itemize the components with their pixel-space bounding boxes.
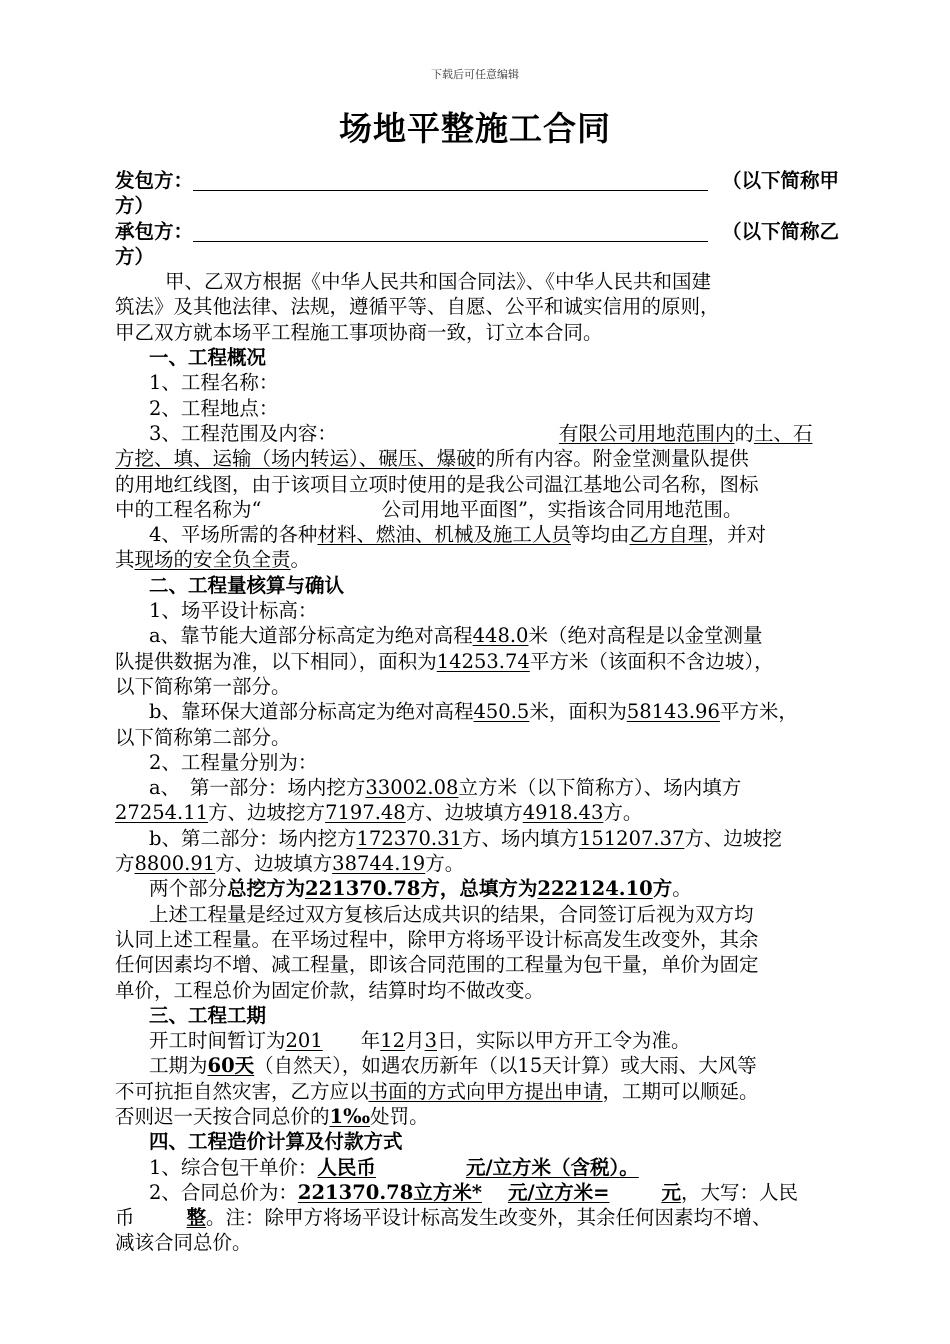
header-note: 下载后可任意编辑: [431, 68, 519, 81]
party-a-blank[interactable]: [193, 170, 708, 191]
start-date-line: 开工时间暂订为201 年12月3日，实际以甲方开工令为准。: [149, 1029, 691, 1053]
total-fill: 222124.10: [537, 877, 653, 901]
scope-drawing-name: 公司用地平面图”，实指该合同用地范围。: [381, 497, 743, 521]
safety-responsibility: 现场的安全负全责: [134, 548, 291, 572]
scope-works: 方挖、填、运输（场内转运）、碾压、爆破: [115, 447, 476, 471]
qty-a-cut: 33002.08: [365, 776, 459, 800]
duration-days: 60天: [207, 1054, 255, 1078]
duration-line-2: 不可抗拒自然灾害，乙方应以书面的方式向甲方提出申请，工期可以顺延。: [115, 1079, 759, 1103]
total-price-formula: 221370.78立方米* 元/立方米= 元: [297, 1180, 681, 1204]
scope-de: 的: [734, 421, 754, 445]
quantity-confirm-line-2: 认同上述工程量。在平场过程中，除甲方将场平设计标高发生改变外，其余: [115, 927, 759, 951]
intro-line-2: 筑法》及其他法律、法规，遵循平等、自愿、公平和诚实信用的原则，: [115, 295, 720, 319]
materials-list: 材料、燃油、机械及施工人员: [317, 523, 571, 547]
scope-drawing-prefix: 中的工程名称为“: [115, 497, 262, 521]
part-a-line-2: 队提供数据为准，以下相同），面积为14253.74平方米（该面积不含边坡），: [115, 649, 774, 673]
quantities-label: 2、工程量分别为：: [149, 750, 318, 774]
duration-line-1: 工期为60天（自然天），如遇农历新年（以15天计算）或大雨、大风等: [149, 1054, 757, 1078]
scope-earth: 土、石: [753, 421, 813, 445]
qty-a-fill: 27254.11: [115, 801, 209, 825]
contract-body: [115, 168, 860, 1256]
materials-line-1: 4、平场所需的各种材料、燃油、机械及施工人员等均由乙方自理，并对: [149, 523, 766, 547]
total-price-words: 整: [186, 1206, 207, 1230]
part-b-area: 58143.96: [626, 700, 720, 724]
intro-line-3: 甲乙双方就本场平工程施工事项协商一致，订立本合同。: [115, 320, 603, 344]
qty-b-cut: 172370.31: [356, 826, 462, 850]
project-scope-line-1: [115, 421, 860, 446]
materials-line-2: 其现场的安全负全责。: [115, 548, 311, 572]
party-b-label: 承包方：: [115, 219, 194, 243]
design-elevation-label: 1、场平设计标高：: [149, 599, 318, 623]
total-price-line-2: 币 整。注：除甲方将场平设计标高发生改变外，其余任何因素均不增、: [115, 1206, 772, 1230]
party-a-line: [115, 168, 860, 193]
quantity-confirm-line-4: 单价，工程总价为固定价款，结算时均不做改变。: [115, 978, 545, 1002]
section-2-heading: 二、工程量核算与确认: [149, 573, 345, 597]
project-scope-line-2: [115, 446, 860, 471]
total-price-line-1: 2、合同总价为：221370.78立方米* 元/立方米= 元，大写：人民: [149, 1180, 798, 1204]
quantity-confirm-line-1: 上述工程量是经过双方复核后达成共识的结果，合同签订后视为双方均: [149, 902, 754, 926]
part-a-area: 14253.74: [436, 649, 530, 673]
section-1-heading: 一、工程概况: [149, 346, 267, 370]
part-a-line-1: a、靠节能大道部分标高定为绝对高程448.0米（绝对高程是以金堂测量: [149, 624, 763, 648]
scope-label: 3、工程范围及内容：: [149, 421, 337, 445]
qty-a-slope-fill: 4918.43: [522, 801, 604, 825]
part-a-elevation: 448.0: [472, 624, 529, 648]
party-b-suffix2: 方）: [115, 244, 155, 268]
party-b-line-2: [115, 244, 860, 269]
qty-b-fill: 151207.37: [578, 826, 685, 850]
party-a-line-2: [115, 193, 860, 218]
quantity-confirm-line-3: 任何因素均不增、减工程量，即该合同范围的工程量为包干量，单价为固定: [115, 953, 759, 977]
total-cut: 221370.78: [305, 877, 421, 901]
unit-price-value: 人民币 元/立方米（含税）。: [317, 1155, 639, 1179]
penalty-rate: 1‰: [329, 1104, 371, 1128]
project-location: 2、工程地点：: [149, 396, 279, 420]
start-year: 201: [285, 1029, 323, 1053]
part-b-elevation: 450.5: [473, 700, 530, 724]
project-scope-line-4: [115, 497, 860, 522]
total-price-line-3: 减该合同总价。: [115, 1231, 252, 1255]
qty-a-line-2: 27254.11方、边坡挖方7197.48方、边坡填方4918.43方。: [115, 801, 643, 825]
party-b-suffix: （以下简称乙: [722, 219, 840, 243]
part-a-line-3: 以下简称第一部分。: [115, 674, 291, 698]
qty-b-slope-fill: 38744.19: [332, 852, 426, 876]
party-a-label: 发包方：: [115, 169, 194, 192]
section-3-heading: 三、工程工期: [149, 1003, 267, 1027]
start-day: 3: [424, 1029, 438, 1053]
qty-b-slope-cut: 8800.91: [134, 852, 216, 876]
intro-line-1: 甲、乙双方根据《中华人民共和国合同法》、《中华人民共和国建: [165, 270, 712, 294]
duration-line-3: 否则迟一天按合同总价的1‰处罚。: [115, 1104, 429, 1128]
qty-a-line-1: a、 第一部分：场内挖方33002.08立方米（以下简称方）、场内填方: [149, 776, 742, 800]
unit-price-line: 1、综合包干单价：人民币 元/立方米（含税）。: [115, 1155, 860, 1180]
scope-rest: 的所有内容。附金堂测量队提供: [475, 447, 749, 471]
part-b-line-2: 以下简称第二部分。: [115, 725, 291, 749]
party-b-line: [115, 219, 860, 244]
written-application: 书面的方式向甲方提出申请: [368, 1079, 603, 1103]
section-4-heading: 四、工程造价计算及付款方式: [149, 1130, 403, 1154]
qty-b-line-1: b、第二部分：场内挖方172370.31方、场内填方151207.37方、边坡挖: [149, 826, 782, 850]
project-scope-line-3: 的用地红线图，由于该项目立项时使用的是我公司温江基地公司名称，图标: [115, 472, 759, 496]
totals-line: 两个部分总挖方为221370.78方，总填方为222124.10方。: [149, 877, 692, 901]
party-a-suffix: （以下简称甲: [722, 169, 840, 192]
qty-b-line-2: 方8800.91方、边坡填方38744.19方。: [115, 852, 465, 876]
part-b-line-1: b、靠环保大道部分标高定为绝对高程450.5米，面积为58143.96平方米，: [149, 700, 798, 724]
party-b-blank[interactable]: [193, 221, 708, 242]
project-name: 1、工程名称：: [149, 371, 279, 395]
materials-responsibility: 乙方自理: [629, 523, 708, 547]
qty-a-slope-cut: 7197.48: [325, 801, 406, 825]
scope-company: 有限公司用地范围内: [558, 421, 735, 445]
document-title: 场地平整施工合同: [339, 109, 611, 148]
start-month: 12: [380, 1029, 406, 1053]
party-a-suffix2: 方）: [115, 194, 155, 218]
